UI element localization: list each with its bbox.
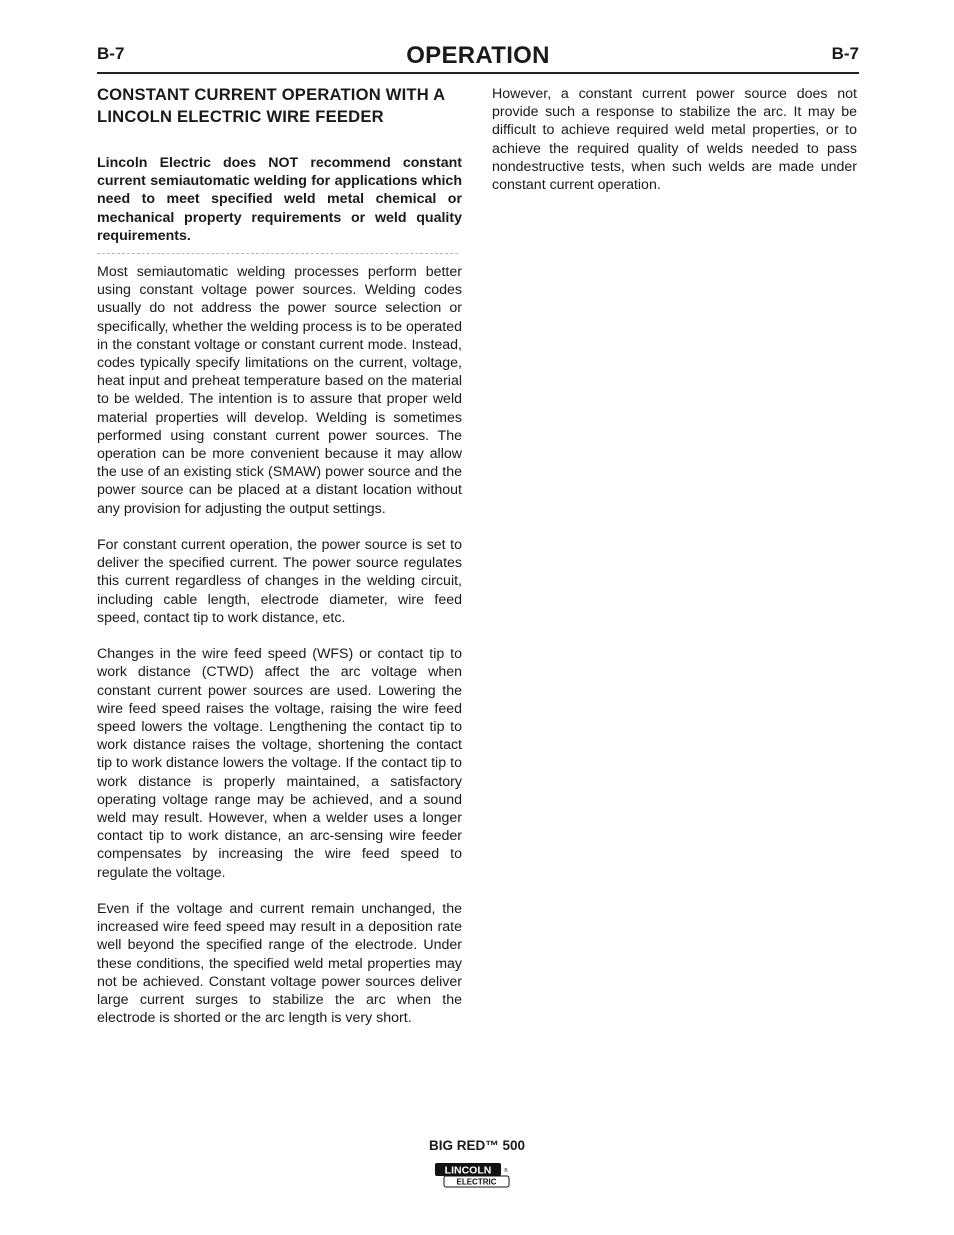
body-paragraph: Even if the voltage and current remain unchanged, the increased wire feed speed may result in a deposition rate well beyond the specified range of the electrode. Under these conditions, the specified weld metal properties may not be achieved. Constant voltage power sources deliver large current surges to stabilize the arc when the electrode is shorted or the arc length is very short.: [97, 901, 462, 1027]
body-paragraph: Changes in the wire feed speed (WFS) or contact tip to work distance (CTWD) affect the arc voltage when constant current power sources are used. Lowering the wire feed speed raises the voltage, raising the wire feed speed lowers the voltage. Lengthening the contact tip to work distance raises the voltage, shortening the contact tip to work distance lowers the voltage. If the contact tip to work distance is properly maintained, a satisfactory operating voltage range may be achieved, and a sound weld may result. However, when a welder uses a longer contact tip to work distance, an arc-sensing wire feeder compensates by increasing the wire feed speed to regulate the voltage.: [97, 646, 462, 881]
logo-registered-mark: ®: [504, 1168, 508, 1174]
body-paragraph: Most semiautomatic welding processes perform better using constant voltage power sources. Welding codes usually do not address the power source selection or specifically, whether the welding process is to be operated in the constant voltage or constant current mode. Instead, codes typically specify limitations on the current, voltage, heat input and preheat temperature based on the material to be welded. The intention is to assure that proper weld material properties will develop. Welding is sometimes performed using constant current power sources. The operation can be more convenient because it may allow the use of an existing stick (SMAW) power source and the power source can be placed at a distant location without any provision for adjusting the output settings.: [97, 264, 462, 517]
page-footer: [0, 1138, 954, 1187]
section-heading: CONSTANT CURRENT OPERATION WITH A LINCOLN ELECTRIC WIRE FEEDER: [97, 85, 445, 126]
page-number-left: B-7: [97, 44, 125, 63]
body-paragraph: However, a constant current power source does not provide such a response to stabilize the arc. It may be difficult to achieve required weld metal properties, or to achieve the required quality of welds needed to pass nondestructive tests, when such welds are made under constant current operation.: [492, 86, 857, 194]
right-column: [492, 85, 857, 212]
page-title: OPERATION: [406, 42, 550, 69]
left-column: [97, 84, 462, 1046]
logo-bottom-text: ELECTRIC: [456, 1177, 497, 1187]
page-number-right: B-7: [831, 44, 859, 63]
product-name: BIG RED™ 500: [428, 1138, 526, 1153]
warning-notice: Lincoln Electric does NOT recommend constant current semiautomatic welding for applications which need to meet specified weld metal chemical or mechanical property requirements or weld quality requirements.: [97, 155, 462, 244]
header-divider: [97, 72, 859, 74]
dashed-divider: [97, 253, 458, 254]
page-header: [97, 40, 859, 74]
logo-top-text: LINCOLN: [444, 1164, 492, 1177]
lincoln-electric-logo: [434, 1162, 510, 1188]
body-paragraph: For constant current operation, the power source is set to deliver the specified current. The power source regulates this current regardless of changes in the welding circuit, including cable length, electrode diameter, wire feed speed, contact tip to work distance, etc.: [97, 537, 462, 626]
